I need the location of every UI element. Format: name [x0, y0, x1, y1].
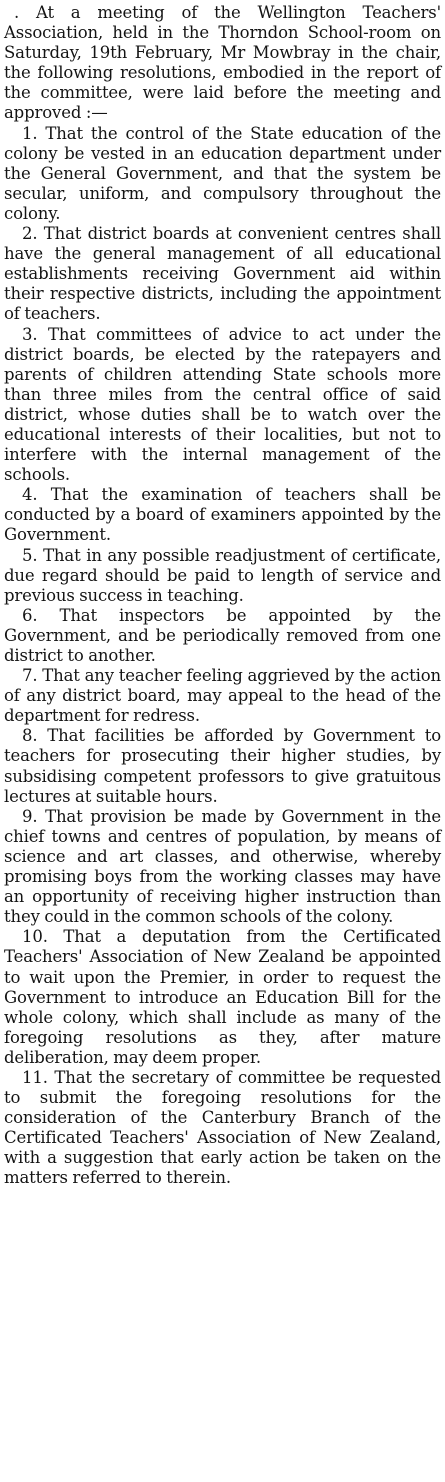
- resolution-6: 6. That inspectors be appointed by the Government, and be periodically removed from one district to another.: [4, 605, 441, 665]
- resolution-3: 3. That committees of advice to act under the district boards, be elected by the ratepayers and parents of children attending State schools more than three miles from the central office of said district, whose duties shall be to watch over the educational interests of their localities, but not to interfere with the internal management of the schools.: [4, 324, 441, 485]
- intro-paragraph: . At a meeting of the Wellington Teachers' Association, held in the Thorndon School-room on Saturday, 19th February, Mr Mowbray in the chair, the following resolutions, embodied in the report of the committee, were laid before the meeting and approved :—: [4, 3, 441, 123]
- resolution-7: 7. That any teacher feeling aggrieved by the action of any district board, may appeal to the head of the department for redress.: [4, 666, 441, 726]
- resolution-10: 10. That a deputation from the Certificated Teachers' Association of New Zealand be appointed to wait upon the Premier, in order to request the Government to introduce an Education Bill for the whole colony, which shall include as many of the foregoing resolutions as they, after mature deliberation, may deem proper.: [4, 927, 441, 1067]
- resolution-11: 11. That the secretary of committee be requested to submit the foregoing resolutions for the consideration of the Canterbury Branch of the Certificated Teachers' Association of New Zealand, with a suggestion that early action be taken on the matters referred to therein.: [4, 1067, 441, 1188]
- resolution-9: 9. That provision be made by Government in the chief towns and centres of population, by means of science and art classes, and otherwise, whereby promising boys from the working classes may have an opportunity of receiving higher instruction than they could in the common schools of the colony.: [4, 806, 441, 927]
- resolution-2: 2. That district boards at convenient centres shall have the general management of all educational establishments receiving Government aid within their respective districts, including the appointment of teachers.: [4, 224, 441, 324]
- resolution-4: 4. That the examination of teachers shall be conducted by a board of examiners appointed by the Government.: [4, 485, 441, 545]
- resolution-5: 5. That in any possible readjustment of certificate, due regard should be paid to length of service and previous success in teaching.: [4, 545, 441, 605]
- resolution-8: 8. That facilities be afforded by Government to teachers for prosecuting their higher studies, by subsidising competent professors to give gratuitous lectures at suitable hours.: [4, 726, 441, 806]
- resolution-1: 1. That the control of the State education of the colony be vested in an education department under the General Government, and that the system be secular, uniform, and compulsory throughout the colony.: [4, 123, 441, 223]
